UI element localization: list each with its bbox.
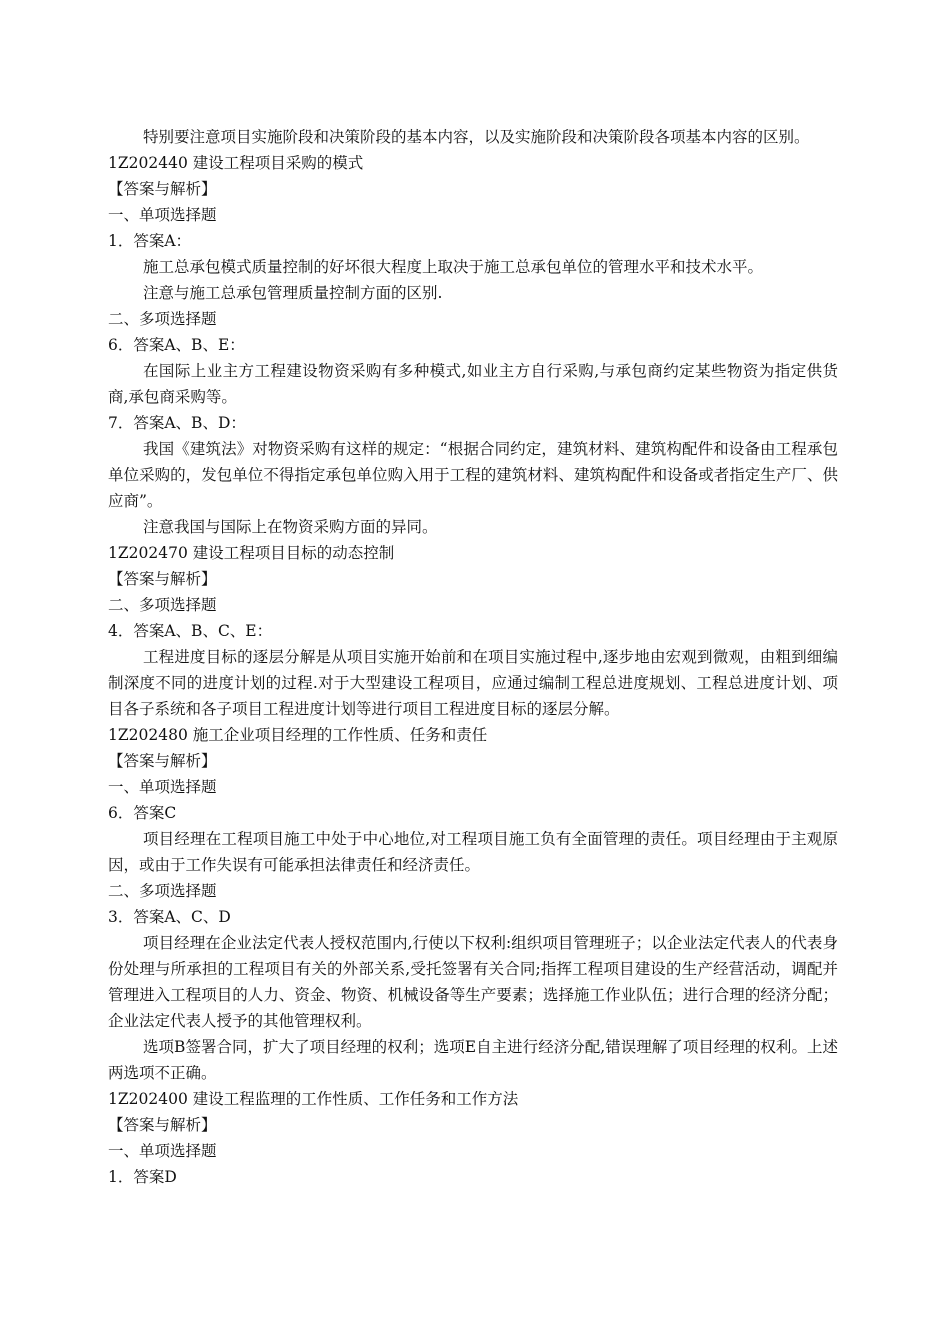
answer-item: 1．答案A： (108, 232, 192, 250)
document-page (108, 124, 838, 1190)
single-choice-heading: 一、单项选择题 (108, 1142, 217, 1160)
section-heading-1z202480: 1Z202480 施工企业项目经理的工作性质、任务和责任 (108, 726, 488, 744)
explanation-paragraph: 施工总承包模式质量控制的好坏很大程度上取决于施工总承包单位的管理水平和技术水平。 (143, 258, 764, 276)
explanation-paragraph: 选项B签署合同，扩大了项目经理的权利；选项E自主进行经济分配,错误理解了项目经理的权利。上述两选项不正确。 (108, 1038, 838, 1082)
answer-analysis-label: 【答案与解析】 (108, 752, 217, 770)
single-choice-heading: 一、单项选择题 (108, 206, 217, 224)
answer-analysis-label: 【答案与解析】 (108, 180, 217, 198)
answer-item: 4．答案A、B、C、E： (108, 622, 273, 640)
single-choice-heading: 一、单项选择题 (108, 778, 217, 796)
multiple-choice-heading: 二、多项选择题 (108, 596, 217, 614)
answer-item: 7．答案A、B、D： (108, 414, 246, 432)
section-heading-1z202470: 1Z202470 建设工程项目目标的动态控制 (108, 544, 395, 562)
explanation-paragraph: 项目经理在工程项目施工中处于中心地位,对工程项目施工负有全面管理的责任。项目经理由于主观原因，或由于工作失误有可能承担法律责任和经济责任。 (108, 830, 838, 874)
paragraph-intro-note: 特别要注意项目实施阶段和决策阶段的基本内容，以及实施阶段和决策阶段各项基本内容的区别。 (143, 128, 810, 146)
multiple-choice-heading: 二、多项选择题 (108, 882, 217, 900)
section-heading-1z202440: 1Z202440 建设工程项目采购的模式 (108, 154, 364, 172)
explanation-paragraph: 项目经理在企业法定代表人授权范围内,行使以下权利:组织项目管理班子；以企业法定代表人的代表身份处理与所承担的工程项目有关的外部关系,受托签署有关合同;指挥工程项目建设的生产经营活动，调配并管理进入工程项目的人力、资金、物资、机械设备等生产要素；选择施工作业队伍；进行合理的经济分配；企业法定代表人授予的其他管理权利。 (108, 934, 838, 1030)
explanation-paragraph: 工程进度目标的逐层分解是从项目实施开始前和在项目实施过程中,逐步地由宏观到微观，由粗到细编制深度不同的进度计划的过程.对于大型建设工程项目，应通过编制工程总进度规划、工程总进度计划、项目各子系统和各子项目工程进度计划等进行项目工程进度目标的逐层分解。 (108, 648, 838, 718)
explanation-paragraph: 在国际上业主方工程建设物资采购有多种模式,如业主方自行采购,与承包商约定某些物资为指定供货商,承包商采购等。 (108, 362, 838, 406)
multiple-choice-heading: 二、多项选择题 (108, 310, 217, 328)
answer-item: 1．答案D (108, 1168, 177, 1186)
section-heading-1z202400: 1Z202400 建设工程监理的工作性质、工作任务和工作方法 (108, 1090, 519, 1108)
answer-item: 6．答案A、B、E： (108, 336, 245, 354)
answer-item: 3．答案A、C、D (108, 908, 231, 926)
answer-item: 6．答案C (108, 804, 177, 822)
answer-analysis-label: 【答案与解析】 (108, 1116, 217, 1134)
explanation-paragraph: 注意与施工总承包管理质量控制方面的区别. (143, 284, 443, 302)
answer-analysis-label: 【答案与解析】 (108, 570, 217, 588)
explanation-paragraph: 我国《建筑法》对物资采购有这样的规定：“根据合同约定，建筑材料、建筑构配件和设备由工程承包单位采购的，发包单位不得指定承包单位购入用于工程的建筑材料、建筑构配件和设备或者指定生产厂、供应商”。 (108, 440, 838, 510)
explanation-paragraph: 注意我国与国际上在物资采购方面的异同。 (143, 518, 438, 536)
